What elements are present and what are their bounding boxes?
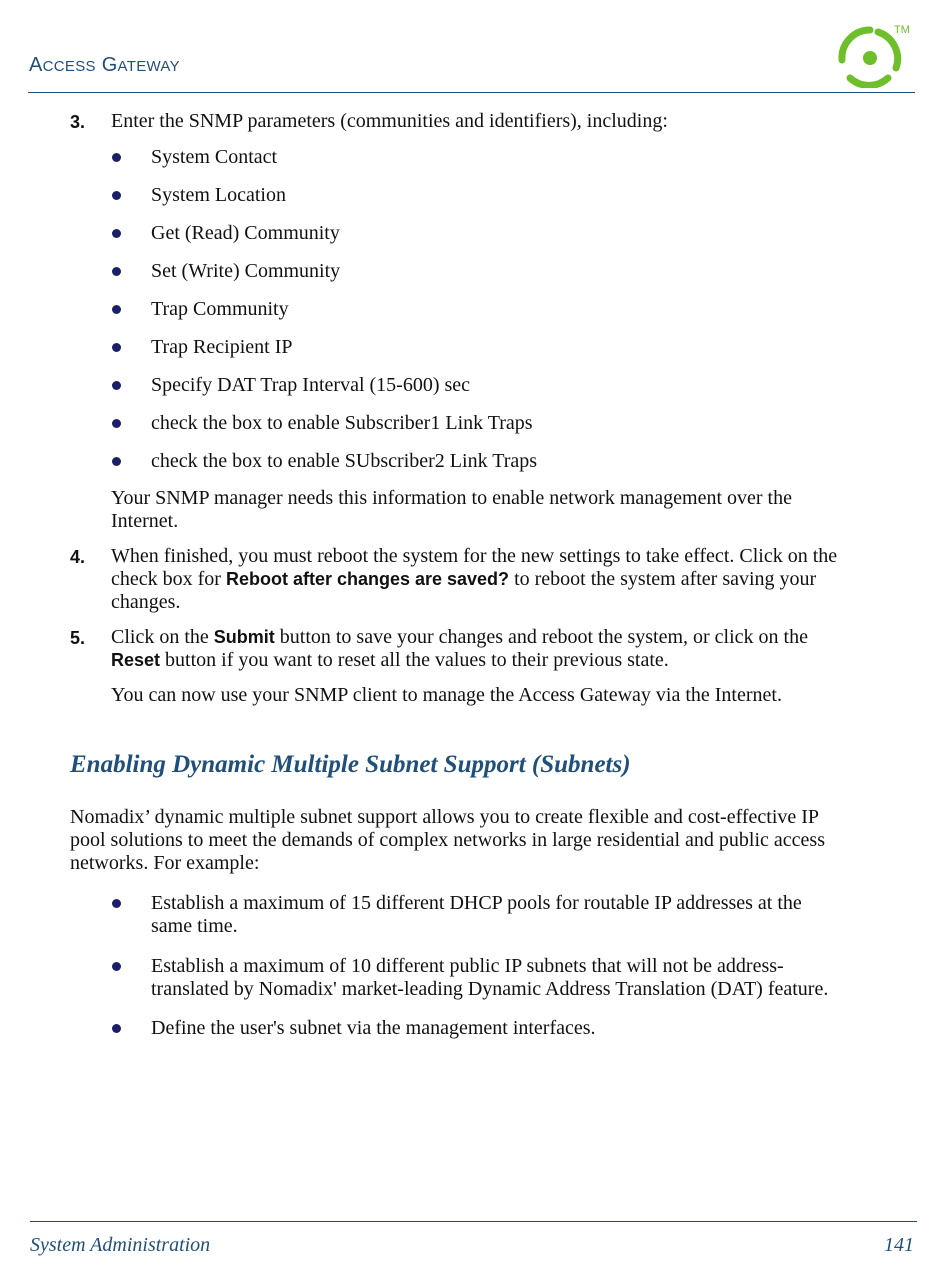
reset-label: Reset <box>111 650 161 670</box>
list-item: Define the user's subnet via the management interfaces. <box>151 1017 596 1039</box>
section-paragraph-line-3: networks. For example: <box>70 852 260 874</box>
section-heading: Enabling Dynamic Multiple Subnet Support (Subnets) <box>70 751 631 778</box>
step-3-number: 3. <box>70 112 86 132</box>
header-cap-g: G <box>101 54 118 76</box>
reboot-option-label: Reboot after changes are saved? <box>225 569 510 589</box>
list-item: Establish a maximum of 15 different DHCP pools for routable IP addresses at the <box>151 892 802 914</box>
step-3-note-line-2: Internet. <box>111 510 179 532</box>
footer-rule <box>30 1221 917 1222</box>
step-5-line-1 <box>111 626 808 649</box>
logo-trademark: TM <box>894 24 910 36</box>
bullet-dot <box>112 419 121 428</box>
list-item: System Contact <box>151 146 278 168</box>
bullet-dot <box>112 153 121 162</box>
step-4-line-3: changes. <box>111 591 181 613</box>
bullet-dot <box>112 899 121 908</box>
section-paragraph-line-1: Nomadix’ dynamic multiple subnet support allows you to create flexible and cost-effective IP <box>70 806 820 828</box>
step-4-line-2 <box>111 568 816 591</box>
submit-label: Submit <box>213 627 275 647</box>
list-item: check the box to enable SUbscriber2 Link Traps <box>151 450 538 472</box>
bullet-dot <box>112 191 121 200</box>
list-item: Trap Recipient IP <box>151 336 293 358</box>
page-number: 141 <box>884 1234 914 1256</box>
list-item-continuation: translated by Nomadix' market-leading Dynamic Address Translation (DAT) feature. <box>151 978 829 1000</box>
section-paragraph-line-2: pool solutions to meet the demands of complex networks in large residential and public access <box>70 829 825 851</box>
step-5-line-2 <box>111 649 669 672</box>
list-item-continuation: same time. <box>151 915 238 937</box>
header-rest-ateway: ATEWAY <box>117 58 180 75</box>
step-5-line-1-pre: Click on the <box>111 626 214 648</box>
bullet-dot <box>112 962 121 971</box>
list-item: System Location <box>151 184 286 206</box>
header-rule <box>28 92 915 93</box>
header-cap-a: A <box>29 54 43 76</box>
list-item: Get (Read) Community <box>151 222 340 244</box>
bullet-dot <box>112 457 121 466</box>
step-4-line-2-post: to reboot the system after saving your <box>509 568 817 590</box>
step-5-line-1-post: button to save your changes and reboot the system, or click on the <box>274 626 808 648</box>
bullet-dot <box>112 305 121 314</box>
step-5-number: 5. <box>70 628 86 648</box>
list-item: check the box to enable Subscriber1 Link Traps <box>151 412 533 434</box>
header-rest-ccess: CCESS <box>42 58 96 75</box>
step-3-note-line-1: Your SNMP manager needs this information to enable network management over the <box>111 487 792 509</box>
step-4-number: 4. <box>70 547 86 567</box>
nomadix-logo-icon <box>830 20 912 88</box>
list-item: Specify DAT Trap Interval (15-600) sec <box>151 374 471 396</box>
step-5-line-2-post: button if you want to reset all the values to their previous state. <box>160 649 669 671</box>
list-item: Set (Write) Community <box>151 260 341 282</box>
bullet-dot <box>112 1024 121 1033</box>
bullet-dot <box>112 381 121 390</box>
bullet-dot <box>112 343 121 352</box>
step-4-line-1: When finished, you must reboot the system for the new settings to take effect. Click on the <box>111 545 838 567</box>
bullet-dot <box>112 229 121 238</box>
step-4-line-2-pre: check box for <box>111 568 226 590</box>
list-item: Trap Community <box>151 298 289 320</box>
step-3-text: Enter the SNMP parameters (communities and identifiers), including: <box>111 110 668 132</box>
footer-section-name: System Administration <box>30 1234 211 1256</box>
step-5-note: You can now use your SNMP client to manage the Access Gateway via the Internet. <box>111 684 782 706</box>
list-item: Establish a maximum of 10 different public IP subnets that will not be address- <box>151 955 784 977</box>
bullet-dot <box>112 267 121 276</box>
running-header <box>29 54 180 77</box>
